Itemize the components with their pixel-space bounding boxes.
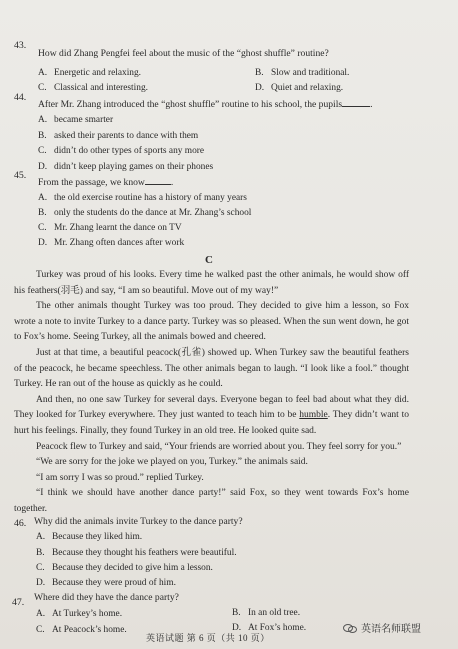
passage-paragraph: “I think we should have another dance party!” said Fox, so they went towards Fox’s home together.: [14, 488, 409, 514]
q44-option-a: A. became smarter: [38, 115, 114, 125]
q46-option-a: A. Because they liked him.: [36, 532, 143, 542]
wechat-icon: [343, 623, 357, 633]
q47-option-d: D. At Fox’s home.: [232, 623, 307, 633]
passage-paragraph: “I am sorry I was so proud.” replied Turkey.: [36, 472, 204, 483]
passage-paragraph: Peacock flew to Turkey and said, “Your friends are worried about you. They feel sorry for you.”: [36, 441, 402, 452]
question-45-number: 45.: [14, 170, 27, 181]
page-footer: 英语试题 第 6 页（共 10 页）: [146, 633, 270, 643]
section-c-heading: C: [205, 254, 213, 266]
q44-option-c: C. didn’t do other types of sports any more: [38, 146, 205, 156]
passage-paragraph: And then, no one saw Turkey for several days. Everyone began to feel bad about what they did. They looked for Turkey everywhere. They just wanted to teach him to be humble. They didn’t want to hurt his feelings. Finally, they found Turkey in an old tree. He looked quite sad.: [14, 394, 409, 436]
question-47-number: 47.: [12, 597, 25, 608]
q47-option-b: B. In an old tree.: [232, 608, 301, 618]
question-44-number: 44.: [14, 92, 27, 103]
q43-option-a: A. Energetic and relaxing.: [38, 68, 142, 78]
q44-option-b: B. asked their parents to dance with them: [38, 131, 199, 141]
passage-paragraph: “We are sorry for the joke we played on you, Turkey.” the animals said.: [36, 457, 308, 468]
question-43-number: 43.: [14, 40, 27, 51]
q45-option-c: C. Mr. Zhang learnt the dance on TV: [38, 223, 182, 233]
q45-option-a: A. the old exercise routine has a history of many years: [38, 193, 247, 203]
question-46-stem: Why did the animals invite Turkey to the dance party?: [34, 516, 243, 527]
q46-option-c: C. Because they decided to give him a lesson.: [36, 563, 213, 573]
watermark-text: 英语名师联盟: [361, 624, 421, 635]
q43-option-d: D. Quiet and relaxing.: [255, 83, 344, 93]
q44-option-d: D. didn’t keep playing games on their phones: [38, 162, 214, 172]
underlined-word: humble: [299, 410, 328, 421]
question-45-stem: From the passage, we know .: [38, 177, 174, 188]
passage-paragraph: Just at that time, a beautiful peacock(孔雀) showed up. When Turkey saw the beautiful feathers of the peacock, he became speechless. The other animals began to laugh. “I look like a fool.” thought Turkey. He ran out of the house as quickly as he could.: [14, 347, 409, 390]
q45-option-b: B. only the students do the dance at Mr. Zhang’s school: [38, 208, 252, 218]
question-47-stem: Where did they have the dance party?: [34, 592, 179, 603]
passage-paragraph: The other animals thought Turkey was too proud. They decided to give him a lesson, so Fox wrote a note to invite Turkey to a dance party. Turkey was so pleased. When the sun went down, he got to Fox’s home. Seeing Turkey, all the animals bowed and cheered.: [14, 301, 409, 343]
q46-option-d: D. Because they were proud of him.: [36, 578, 176, 588]
question-44-stem: After Mr. Zhang introduced the “ghost shuffle” routine to his school, the pupils .: [38, 99, 373, 110]
passage-paragraph: Turkey was proud of his looks. Every time he walked past the other animals, he would show off his feathers(羽毛) and say, “I am so beautiful. Move out of my way!”: [14, 270, 409, 296]
question-43-stem: How did Zhang Pengfei feel about the music of the “ghost shuffle” routine?: [38, 48, 329, 59]
wechat-watermark: [343, 620, 421, 635]
q47-option-c: C. At Peacock’s home.: [36, 625, 127, 635]
q43-option-b: B. Slow and traditional.: [255, 68, 350, 78]
reading-passage: [14, 268, 409, 518]
question-46-number: 46.: [14, 518, 27, 529]
q46-option-b: B. Because they thought his feathers were beautiful.: [36, 548, 237, 558]
answer-blank: [342, 98, 370, 107]
answer-blank: [145, 176, 171, 185]
q45-option-d: D. Mr. Zhang often dances after work: [38, 238, 185, 248]
q47-option-a: A. At Turkey’s home.: [36, 609, 123, 619]
q43-option-c: C. Classical and interesting.: [38, 83, 148, 93]
